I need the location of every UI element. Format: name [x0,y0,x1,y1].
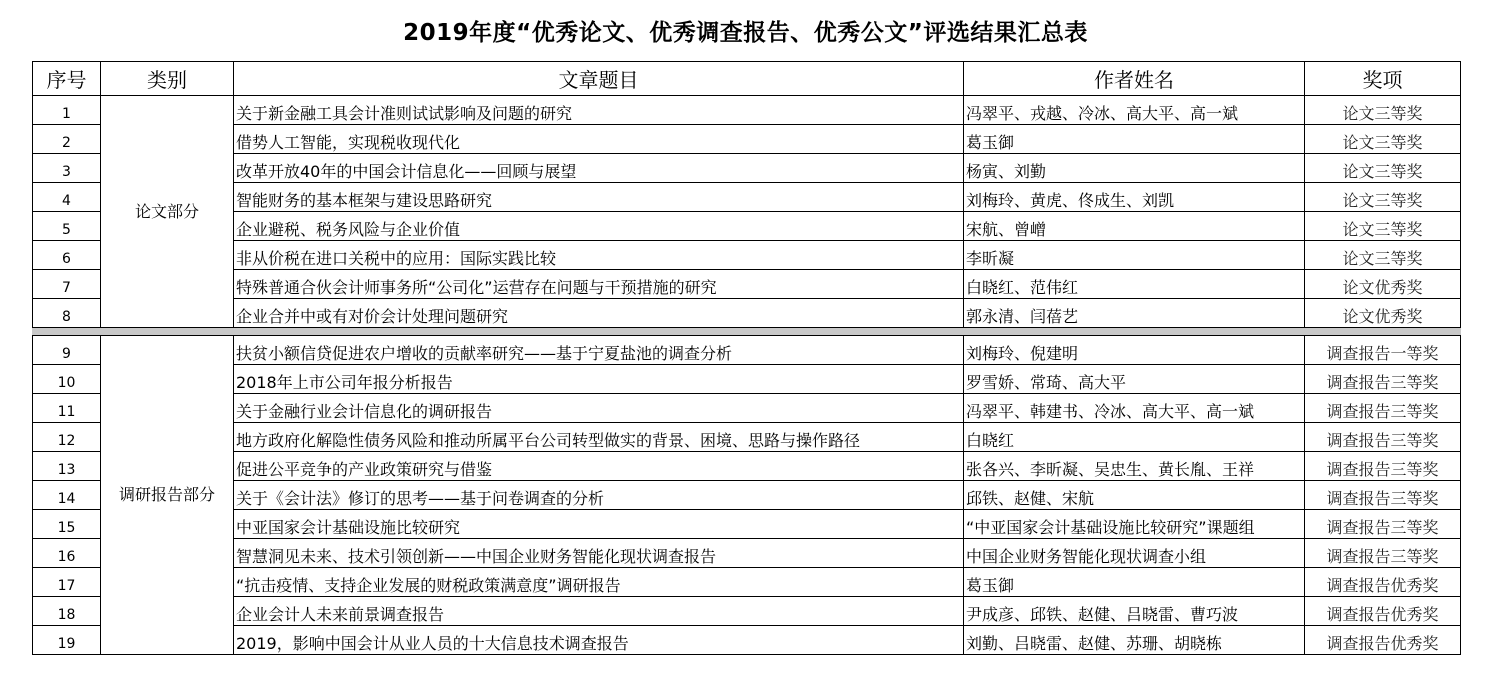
row-index: 3 [33,154,101,183]
results-table [32,61,1461,655]
author-names: 白晓红、范伟红 [964,270,1305,299]
row-index: 11 [33,394,101,423]
award-label: 调查报告优秀奖 [1305,597,1461,626]
header-row [33,62,1461,96]
author-names: 郭永清、闫蓓艺 [964,299,1305,328]
page-title: 2019年度“优秀论文、优秀调查报告、优秀公文”评选结果汇总表 [403,20,1088,46]
row-index: 12 [33,423,101,452]
row-index: 1 [33,96,101,125]
header-authors: 作者姓名 [964,62,1305,96]
article-title: 中亚国家会计基础设施比较研究 [234,510,964,539]
table-row [33,154,1461,183]
award-label: 论文三等奖 [1305,212,1461,241]
award-label: 论文三等奖 [1305,241,1461,270]
header-award: 奖项 [1305,62,1461,96]
article-title: 智慧洞见未来、技术引领创新——中国企业财务智能化现状调查报告 [234,539,964,568]
author-names: 刘梅玲、黄虎、佟成生、刘凯 [964,183,1305,212]
award-label: 论文优秀奖 [1305,299,1461,328]
article-title: 2019，影响中国会计从业人员的十大信息技术调查报告 [234,626,964,655]
author-names: 尹成彦、邱铁、赵健、吕晓雷、曹巧波 [964,597,1305,626]
author-names: 白晓红 [964,423,1305,452]
article-title: 特殊普通合伙会计师事务所“公司化”运营存在问题与干预措施的研究 [234,270,964,299]
award-label: 调查报告三等奖 [1305,452,1461,481]
author-names: 刘梅玲、倪建明 [964,336,1305,365]
article-title: “抗击疫情、支持企业发展的财税政策满意度”调研报告 [234,568,964,597]
table-body [33,96,1461,655]
article-title: 智能财务的基本框架与建设思路研究 [234,183,964,212]
table-row [33,626,1461,655]
table-row [33,539,1461,568]
table-row [33,394,1461,423]
author-names: 葛玉御 [964,568,1305,597]
article-title: 关于《会计法》修订的思考——基于问卷调查的分析 [234,481,964,510]
row-index: 19 [33,626,101,655]
article-title: 促进公平竞争的产业政策研究与借鉴 [234,452,964,481]
author-names: 宋航、曾嶒 [964,212,1305,241]
header-title: 文章题目 [234,62,964,96]
article-title: 关于新金融工具会计准则试试影响及问题的研究 [234,96,964,125]
award-label: 论文三等奖 [1305,183,1461,212]
category-cell: 调研报告部分 [101,336,234,655]
table-row [33,212,1461,241]
award-label: 调查报告三等奖 [1305,481,1461,510]
row-index: 7 [33,270,101,299]
award-label: 论文三等奖 [1305,154,1461,183]
table-row [33,270,1461,299]
award-label: 论文优秀奖 [1305,270,1461,299]
row-index: 17 [33,568,101,597]
table-row [33,423,1461,452]
table-row [33,299,1461,328]
award-label: 论文三等奖 [1305,96,1461,125]
award-label: 调查报告三等奖 [1305,510,1461,539]
row-index: 10 [33,365,101,394]
author-names: “中亚国家会计基础设施比较研究”课题组 [964,510,1305,539]
article-title: 2018年上市公司年报分析报告 [234,365,964,394]
table-row [33,96,1461,125]
article-title: 企业避税、税务风险与企业价值 [234,212,964,241]
article-title: 关于金融行业会计信息化的调研报告 [234,394,964,423]
row-index: 9 [33,336,101,365]
author-names: 杨寅、刘勤 [964,154,1305,183]
section-divider-cell [33,328,1461,336]
section-divider [33,328,1461,336]
category-cell: 论文部分 [101,96,234,328]
table-row [33,568,1461,597]
author-names: 冯翠平、戎越、冷冰、高大平、高一斌 [964,96,1305,125]
row-index: 15 [33,510,101,539]
row-index: 18 [33,597,101,626]
author-names: 张各兴、李昕凝、吴忠生、黄长胤、王祥 [964,452,1305,481]
row-index: 2 [33,125,101,154]
award-label: 调查报告优秀奖 [1305,626,1461,655]
award-label: 调查报告三等奖 [1305,423,1461,452]
award-label: 调查报告一等奖 [1305,336,1461,365]
article-title: 借势人工智能，实现税收现代化 [234,125,964,154]
article-title: 企业会计人未来前景调查报告 [234,597,964,626]
award-label: 调查报告三等奖 [1305,365,1461,394]
row-index: 5 [33,212,101,241]
award-label: 调查报告优秀奖 [1305,568,1461,597]
author-names: 中国企业财务智能化现状调查小组 [964,539,1305,568]
author-names: 李昕凝 [964,241,1305,270]
author-names: 冯翠平、韩建书、冷冰、高大平、高一斌 [964,394,1305,423]
table-row [33,597,1461,626]
table-row [33,125,1461,154]
award-label: 调查报告三等奖 [1305,394,1461,423]
author-names: 罗雪娇、常琦、高大平 [964,365,1305,394]
award-label: 论文三等奖 [1305,125,1461,154]
author-names: 葛玉御 [964,125,1305,154]
article-title: 地方政府化解隐性债务风险和推动所属平台公司转型做实的背景、困境、思路与操作路径 [234,423,964,452]
row-index: 6 [33,241,101,270]
award-label: 调查报告三等奖 [1305,539,1461,568]
table-row [33,452,1461,481]
row-index: 4 [33,183,101,212]
table-row [33,510,1461,539]
row-index: 14 [33,481,101,510]
table-row [33,336,1461,365]
table-row [33,241,1461,270]
table-row [33,481,1461,510]
table-row [33,183,1461,212]
author-names: 邱铁、赵健、宋航 [964,481,1305,510]
row-index: 16 [33,539,101,568]
header-index: 序号 [33,62,101,96]
article-title: 企业合并中或有对价会计处理问题研究 [234,299,964,328]
row-index: 13 [33,452,101,481]
article-title: 非从价税在进口关税中的应用：国际实践比较 [234,241,964,270]
author-names: 刘勤、吕晓雷、赵健、苏珊、胡晓栋 [964,626,1305,655]
header-category: 类别 [101,62,234,96]
article-title: 改革开放40年的中国会计信息化——回顾与展望 [234,154,964,183]
table-row [33,365,1461,394]
row-index: 8 [33,299,101,328]
article-title: 扶贫小额信贷促进农户增收的贡献率研究——基于宁夏盐池的调查分析 [234,336,964,365]
